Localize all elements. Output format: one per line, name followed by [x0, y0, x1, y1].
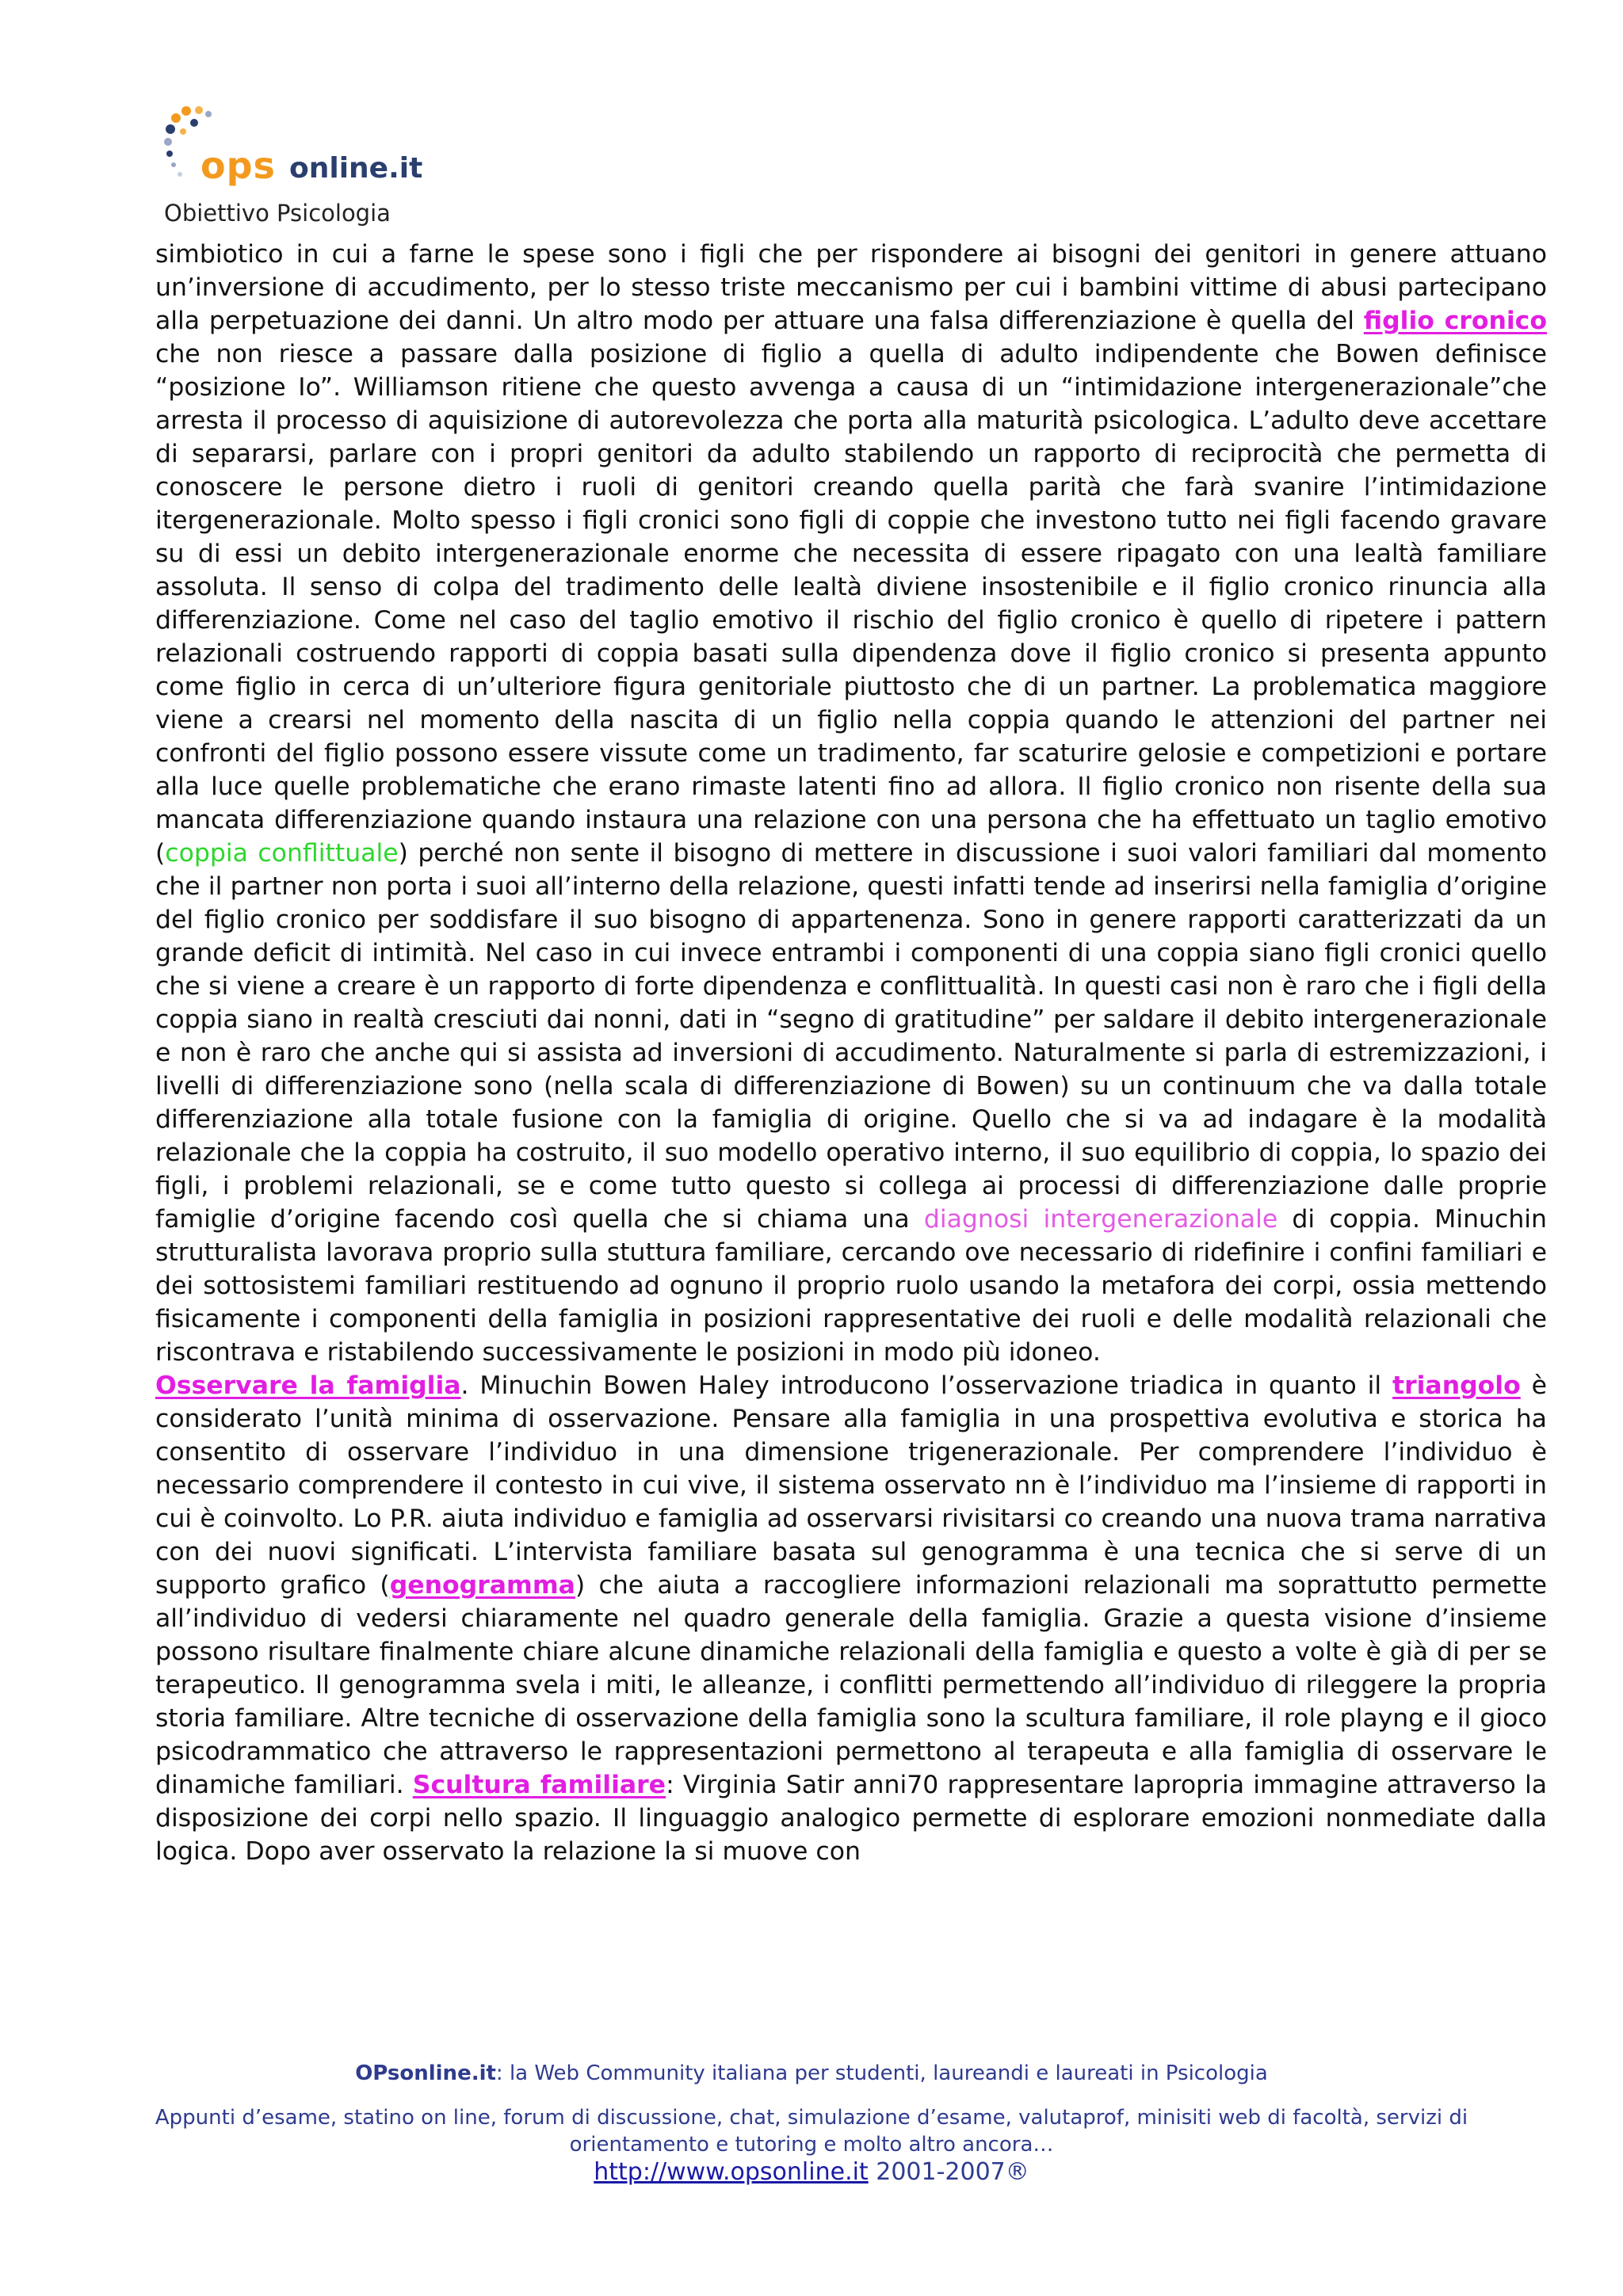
term-coppia-conflittuale: coppia conflittuale [165, 839, 399, 868]
body-text-segment: di coppia. Minuchin strutturalista lavorava proprio sulla stuttura familiare, cercando ove necessario di ridefinire i confini familiari e dei sottosistemi familiari restituendo ad ognuno il proprio ruolo usando la metafora dei corpi, ossia mettendo fisicamente i componenti della famiglia in posizioni rappresentative dei ruoli e delle modalità relazionali che riscontrava e ristabilendo successivamente le posizioni in modo più idoneo. [155, 1205, 1547, 1367]
document-body [155, 238, 1547, 1868]
body-text-segment: : Virginia Satir anni70 rappresentare lapropria immagine attraverso la disposizione dei corpi nello spazio. Il linguaggio analogico permette di esplorare emozioni nonmediate dalla logica. Dopo aver osservato la relazione la si muove con [155, 1771, 1548, 1866]
link-osservare-la-famiglia[interactable]: Osservare la famiglia [155, 1371, 461, 1400]
link-genogramma[interactable]: genogramma [389, 1571, 575, 1600]
paragraph-figlio-cronico [155, 238, 1547, 1369]
footer-url-line [119, 2158, 1504, 2187]
body-text-segment: che non riesce a passare dalla posizione di figlio a quella di adulto indipendente che Bowen definisce “posizione Io”. Williamson ritiene che questo avvenga a causa di un “intimidazione intergenerazionale”che arresta il processo di aquisizione di autorevolezza che porta alla maturità psicologica. L’adulto deve accettare di separarsi, parlare con i propri genitori da adulto stabilendo un rapporto di reciprocità che permetta di conoscere le persone dietro i ruoli di genitori creando quella parità che farà svanire l’intimidazione itergenerazionale. Molto spesso i figli cronici sono figli di coppie che investono tutto nei figli facendo gravare su di essi un debito intergenerazionale enorme che necessita di essere ripagato con una lealtà familiare assoluta. Il senso di colpa del tradimento delle lealtà diviene insostenibile e il figlio cronico rinuncia alla differenziazione. Come nel caso del taglio emotivo il rischio del figlio cronico è quello di ripetere i pattern relazionali costruendo rapporti di coppia basati sulla dipendenza dove il figlio cronico si presenta appunto come figlio in cerca di un’ulteriore figura genitoriale piuttosto che di un partner. La problematica maggiore viene a crearsi nel momento della nascita di un figlio nella coppia quando le attenzioni del partner nei confronti del figlio possono essere vissute come un tradimento, far scaturire gelosie e competizioni e portare alla luce quelle problematiche che erano rimaste latenti fino ad allora. Il figlio cronico non risente della sua mancata differenziazione quando instaura una relazione con una persona che ha effettuato un taglio emotivo ( [155, 340, 1547, 868]
footer-community-line [119, 2060, 1504, 2087]
footer-community-text: : la Web Community italiana per studenti, laureandi e laureati in Psicologia [495, 2061, 1268, 2085]
body-text-segment: è considerato l’unità minima di osservazione. Pensare alla famiglia in una prospettiva evolutiva e storica ha consentito di osservare l’individuo in una dimensione trigenerazionale. Per comprendere l’individuo è necessario comprendere il contesto in cui vive, il sistema osservato nn è l’individuo ma l’insieme di rapporti in cui è coinvolto. Lo P.R. aiuta individuo e famiglia ad osservarsi rivisitarsi co creando una nuova trama narrativa con dei nuovi significati. L’intervista familiare basata sul genogramma è una tecnica che si serve di un supporto grafico ( [155, 1371, 1547, 1600]
footer-url-link[interactable]: http://www.opsonline.it [594, 2158, 869, 2186]
term-diagnosi-intergenerazionale: diagnosi intergenerazionale [923, 1205, 1278, 1234]
logo-brand-ops: ops [200, 144, 276, 187]
body-text-segment: simbiotico in cui a farne le spese sono i figli che per rispondere ai bisogni dei genitori in genere attuano un’inversione di accudimento, per lo stesso triste meccanismo per cui i bambini vittime di abusi partecipano alla perpetuazione dei danni. Un altro modo per attuare una falsa differenziazione è quella del [155, 240, 1547, 335]
footer-description: Appunti d’esame, statino on line, forum di discussione, chat, simulazione d’esame, valutaprof, minisiti web di facoltà, servizi di orientamento e tutoring e molto altro ancora… [155, 2106, 1468, 2157]
link-scultura-familiare[interactable]: Scultura familiare [412, 1771, 666, 1799]
footer-copyright: 2001-2007® [868, 2158, 1029, 2186]
paragraph-osservare-famiglia [155, 1369, 1547, 1868]
footer-brand: OPsonline.it [355, 2061, 496, 2085]
body-text-segment: ) che aiuta a raccogliere informazioni relazionali ma soprattutto permette all’individuo di vedersi chiaramente nel quadro generale della famiglia. Grazie a questa visione d’insieme possono risultare finalmente chiare alcune dinamiche relazionali della famiglia e questo a volte è già di per se terapeutico. Il genogramma svela i miti, le alleanze, i conflitti permettendo all’individuo di rileggere la propria storia familiare. Altre tecniche di osservazione della famiglia sono la scultura familiare, il role playng e il gioco psicodrammatico che attraverso le rappresentazioni permettono al terapeuta e alla famiglia di osservare le dinamiche familiari. [155, 1571, 1547, 1799]
logo-brand-online: online.it [289, 152, 423, 185]
body-text-segment: . Minuchin Bowen Haley introducono l’osservazione triadica in quanto il [460, 1371, 1393, 1400]
link-triangolo[interactable]: triangolo [1392, 1371, 1521, 1400]
page-footer [119, 2060, 1504, 2187]
body-text-segment: ) perché non sente il bisogno di mettere in discussione i suoi valori familiari dal momento che il partner non porta i suoi all’interno della relazione, questi infatti tende ad inserirsi nella famiglia d’origine del figlio cronico per soddisfare il suo bisogno di appartenenza. Sono in genere rapporti caratterizzati da un grande deficit di intimità. Nel caso in cui invece entrambi i componenti di una coppia siano figli cronici quello che si viene a creare è un rapporto di forte dipendenza e conflittualità. In questi casi non è raro che i figli della coppia siano in realtà cresciuti dai nonni, dati in “segno di gratitudine” per saldare il debito intergenerazionale e non è raro che anche qui si assista ad inversioni di accudimento. Naturalmente si parla di estremizzazioni, i livelli di differenziazione sono (nella scala di differenziazione di Bowen) su un continuum che va dalla totale differenziazione alla totale fusione con la famiglia di origine. Quello che si va ad indagare è la modalità relazionale che la coppia ha costruito, il suo modello operativo interno, il suo equilibrio di coppia, lo spazio dei figli, i problemi relazionali, se e come tutto questo si collega ai processi di differenziazione dalle proprie famiglie d’origine facendo così quella che si chiama una [155, 839, 1547, 1234]
link-figlio-cronico[interactable]: figlio cronico [1363, 307, 1547, 335]
logo-tagline: Obiettivo Psicologia [164, 200, 391, 227]
site-logo [162, 103, 448, 238]
